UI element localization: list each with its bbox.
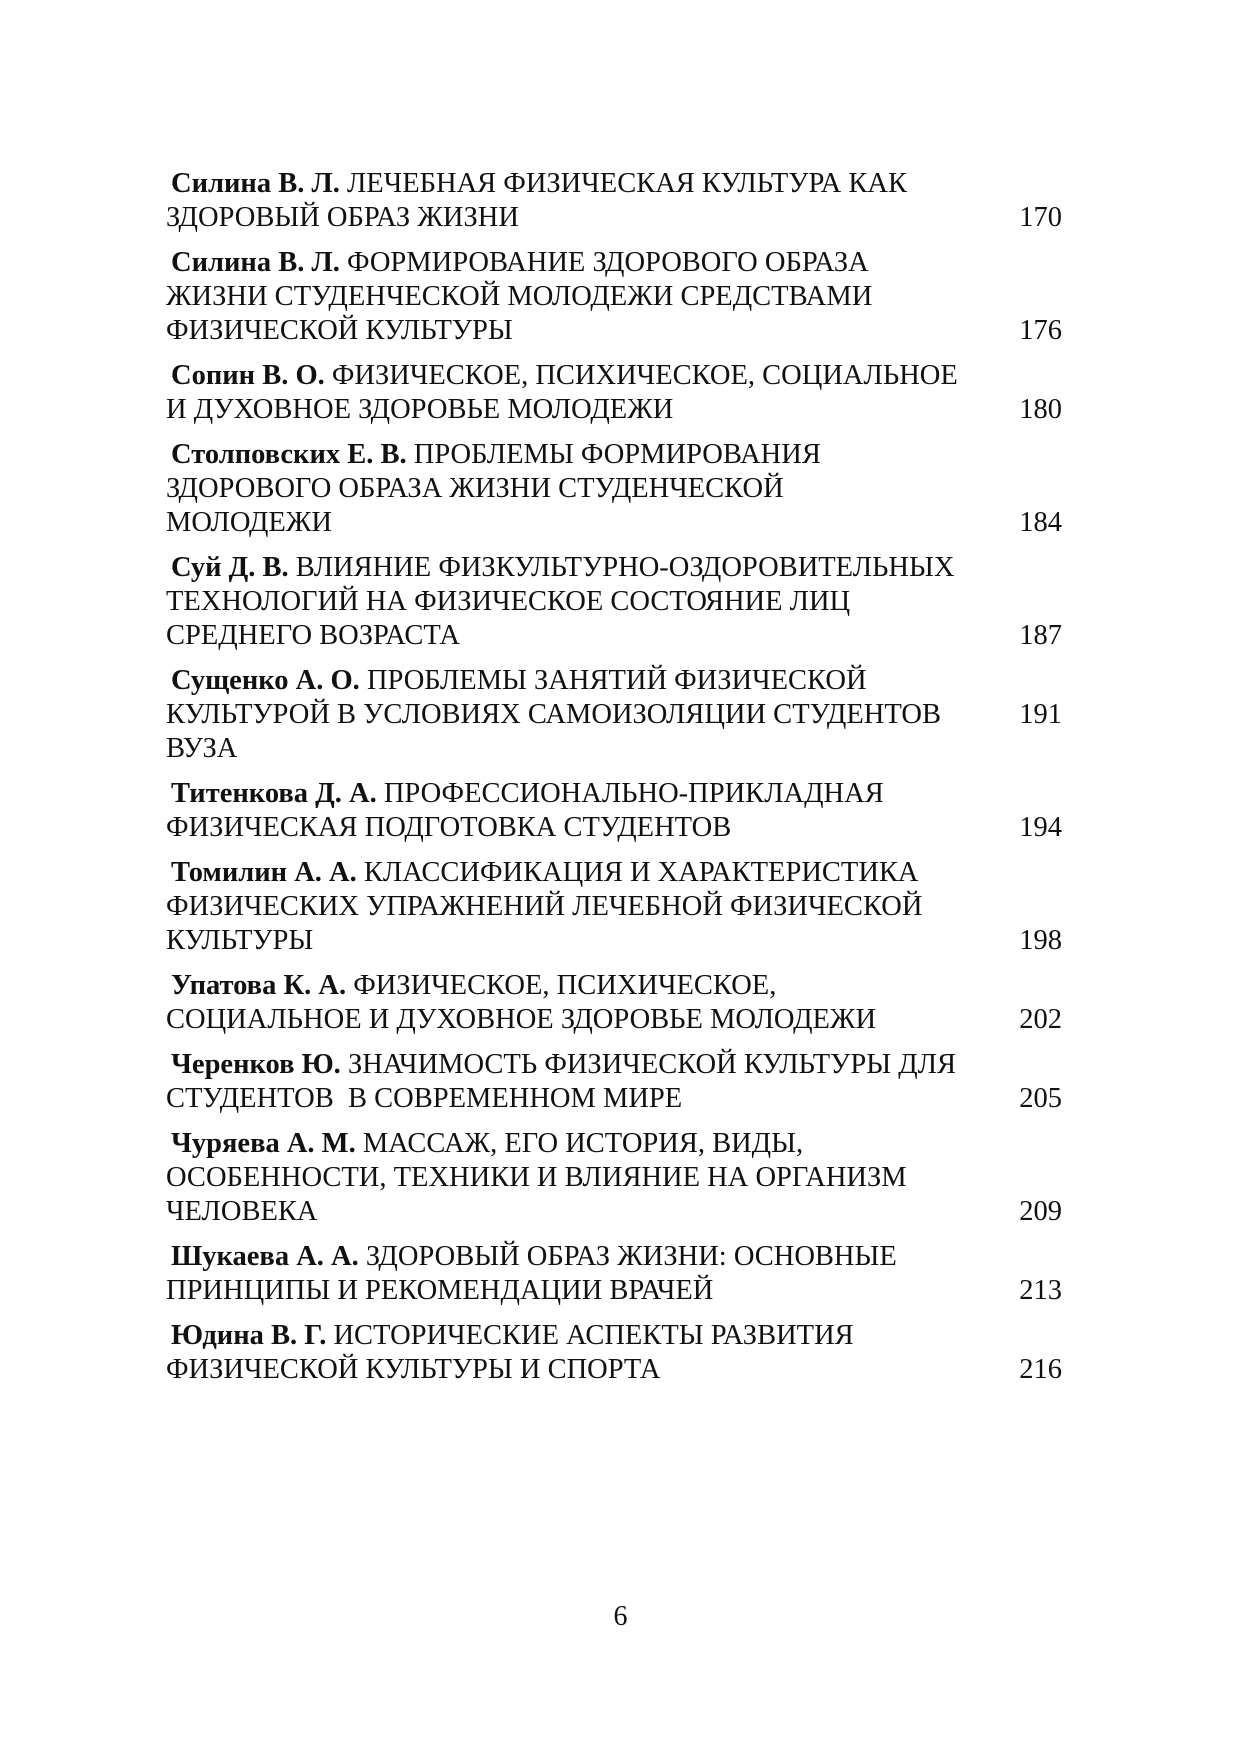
toc-title-line: КУЛЬТУРЫ	[166, 925, 314, 956]
toc-entry	[166, 246, 1062, 348]
toc-author: Чуряева А. М.	[171, 1128, 356, 1159]
toc-author: Столповских Е. В.	[171, 439, 407, 470]
toc-author: Упатова К. А.	[171, 970, 347, 1001]
toc-title-line: МАССАЖ, ЕГО ИСТОРИЯ, ВИДЫ,	[362, 1128, 804, 1159]
toc-title-line: ИСТОРИЧЕСКИЕ АСПЕКТЫ РАЗВИТИЯ	[333, 1320, 854, 1351]
toc-title-line: ФИЗИЧЕСКОЙ КУЛЬТУРЫ	[166, 315, 513, 346]
toc-author: Суй Д. В.	[171, 552, 289, 583]
toc-author: Юдина В. Г.	[171, 1320, 327, 1351]
toc-title-line: ЗДОРОВОГО ОБРАЗА ЖИЗНИ СТУДЕНЧЕСКОЙ	[166, 473, 784, 504]
table-of-contents	[166, 167, 1062, 1398]
toc-author: Томилин А. А.	[171, 857, 357, 888]
toc-author: Силина В. Л.	[171, 247, 340, 278]
toc-entry	[166, 1048, 1062, 1116]
toc-title-line: ЖИЗНИ СТУДЕНЧЕСКОЙ МОЛОДЕЖИ СРЕДСТВАМИ	[166, 281, 873, 312]
page-number: 6	[613, 1601, 628, 1632]
toc-page-number: 202	[1019, 1004, 1062, 1035]
toc-title-line: КУЛЬТУРОЙ В УСЛОВИЯХ САМОИЗОЛЯЦИИ СТУДЕНТОВ	[166, 699, 941, 730]
toc-entry	[166, 856, 1062, 958]
toc-page-number: 191	[1019, 699, 1062, 730]
toc-author: Шукаева А. А.	[171, 1241, 359, 1272]
toc-title-line: МОЛОДЕЖИ	[166, 507, 332, 538]
toc-entry-text	[166, 969, 986, 1037]
toc-author: Сопин В. О.	[171, 360, 325, 391]
toc-entry-text	[166, 167, 986, 235]
toc-page-number: 180	[1019, 394, 1062, 425]
toc-page-number: 198	[1019, 925, 1062, 956]
toc-title-line: ЗДОРОВЫЙ ОБРАЗ ЖИЗНИ: ОСНОВНЫЕ	[365, 1241, 897, 1272]
toc-entry	[166, 664, 1062, 766]
toc-entry	[166, 777, 1062, 845]
toc-entry-text	[166, 551, 986, 653]
toc-page-number: 187	[1019, 620, 1062, 651]
toc-title-line: ВУЗА	[166, 733, 238, 764]
toc-page-number: 184	[1019, 507, 1062, 538]
toc-entry-text	[166, 359, 986, 427]
toc-title-line: ПРОБЛЕМЫ ЗАНЯТИЙ ФИЗИЧЕСКОЙ	[366, 665, 867, 696]
toc-entry	[166, 167, 1062, 235]
toc-page-number: 176	[1019, 315, 1062, 346]
toc-title-line: ЗНАЧИМОСТЬ ФИЗИЧЕСКОЙ КУЛЬТУРЫ ДЛЯ	[347, 1049, 956, 1080]
toc-author: Титенкова Д. А.	[171, 778, 377, 809]
toc-entry	[166, 1127, 1062, 1229]
toc-author: Силина В. Л.	[171, 168, 340, 199]
toc-entry-text	[166, 777, 986, 845]
toc-title-line: КЛАССИФИКАЦИЯ И ХАРАКТЕРИСТИКА	[363, 857, 919, 888]
toc-title-line: ОСОБЕННОСТИ, ТЕХНИКИ И ВЛИЯНИЕ НА ОРГАНИЗМ	[166, 1162, 907, 1193]
toc-title-line: ФИЗИЧЕСКИХ УПРАЖНЕНИЙ ЛЕЧЕБНОЙ ФИЗИЧЕСКОЙ	[166, 891, 923, 922]
toc-title-line: ФИЗИЧЕСКАЯ ПОДГОТОВКА СТУДЕНТОВ	[166, 812, 732, 843]
toc-entry-text	[166, 1048, 986, 1116]
toc-title-line: ВЛИЯНИЕ ФИЗКУЛЬТУРНО-ОЗДОРОВИТЕЛЬНЫХ	[295, 552, 955, 583]
toc-entry-text	[166, 438, 986, 540]
toc-page-number: 213	[1019, 1275, 1062, 1306]
toc-entry	[166, 1240, 1062, 1308]
toc-entry	[166, 438, 1062, 540]
toc-author: Черенков Ю.	[171, 1049, 341, 1080]
toc-title-line: ФИЗИЧЕСКОЕ, ПСИХИЧЕСКОЕ, СОЦИАЛЬНОЕ	[331, 360, 958, 391]
toc-title-line: ПРОБЛЕМЫ ФОРМИРОВАНИЯ	[413, 439, 821, 470]
toc-title-line: ЧЕЛОВЕКА	[166, 1196, 318, 1227]
toc-entry-text	[166, 1319, 986, 1387]
toc-entry-text	[166, 1127, 986, 1229]
toc-title-line: ФИЗИЧЕСКОЙ КУЛЬТУРЫ И СПОРТА	[166, 1354, 661, 1385]
toc-title-line: ПРОФЕССИОНАЛЬНО-ПРИКЛАДНАЯ	[383, 778, 884, 809]
toc-title-line: И ДУХОВНОЕ ЗДОРОВЬЕ МОЛОДЕЖИ	[166, 394, 674, 425]
toc-page-number: 209	[1019, 1196, 1062, 1227]
toc-title-line: СРЕДНЕГО ВОЗРАСТА	[166, 620, 460, 651]
toc-entry	[166, 551, 1062, 653]
toc-page-number: 205	[1019, 1083, 1062, 1114]
toc-page-number: 216	[1019, 1354, 1062, 1385]
toc-entry-text	[166, 856, 986, 958]
toc-title-line: ФИЗИЧЕСКОЕ, ПСИХИЧЕСКОЕ,	[353, 970, 777, 1001]
toc-entry-text	[166, 246, 986, 348]
toc-page-number: 194	[1019, 812, 1062, 843]
toc-title-line: ПРИНЦИПЫ И РЕКОМЕНДАЦИИ ВРАЧЕЙ	[166, 1275, 714, 1306]
toc-title-line: СТУДЕНТОВ В СОВРЕМЕННОМ МИРЕ	[166, 1083, 683, 1114]
toc-title-line: СОЦИАЛЬНОЕ И ДУХОВНОЕ ЗДОРОВЬЕ МОЛОДЕЖИ	[166, 1004, 877, 1035]
toc-entry	[166, 1319, 1062, 1387]
toc-entry-text	[166, 664, 986, 766]
toc-author: Сущенко А. О.	[171, 665, 360, 696]
toc-title-line: ТЕХНОЛОГИЙ НА ФИЗИЧЕСКОЕ СОСТОЯНИЕ ЛИЦ	[166, 586, 851, 617]
toc-entry-text	[166, 1240, 986, 1308]
toc-title-line: ЗДОРОВЫЙ ОБРАЗ ЖИЗНИ	[166, 202, 519, 233]
toc-page-number: 170	[1019, 202, 1062, 233]
toc-entry	[166, 359, 1062, 427]
toc-entry	[166, 969, 1062, 1037]
toc-title-line: ЛЕЧЕБНАЯ ФИЗИЧЕСКАЯ КУЛЬТУРА КАК	[346, 168, 907, 199]
toc-title-line: ФОРМИРОВАНИЕ ЗДОРОВОГО ОБРАЗА	[346, 247, 869, 278]
